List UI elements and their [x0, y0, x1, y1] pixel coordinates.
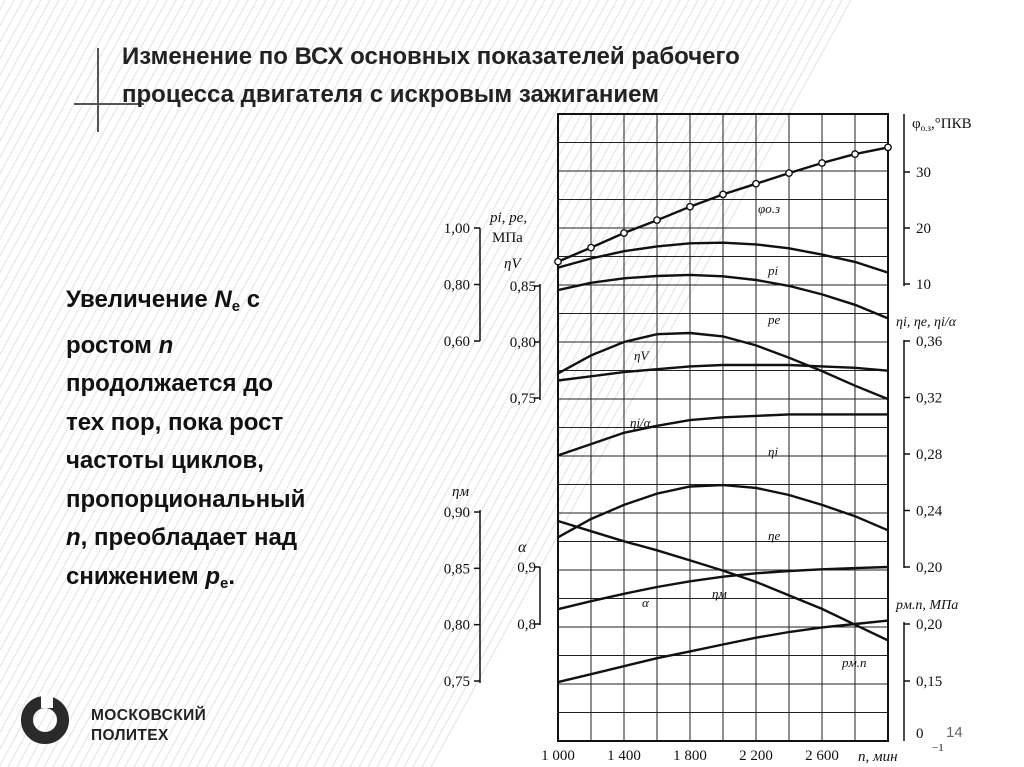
- body-line-4: тех пор, пока рост: [66, 408, 284, 436]
- left-axis-tick-label: 0,85: [443, 561, 470, 578]
- background-stripe: [0, 0, 68, 767]
- series-point: [786, 170, 792, 176]
- right-axis-tick-label: 30: [916, 165, 931, 181]
- series-point: [621, 230, 627, 236]
- body-text-symbol: p: [205, 562, 221, 590]
- phi-axis-title: $\varphi_{о.з},^\circ ПКВ$: [912, 116, 972, 133]
- left-axis-tick-label: 0,9: [517, 560, 536, 576]
- series-label: pi: [768, 263, 779, 278]
- etaM-axis-title: ηм: [452, 484, 470, 500]
- body-text-segment: , преобладает над: [80, 524, 298, 551]
- series-point: [555, 258, 561, 264]
- body-text-segment: ростом: [66, 331, 159, 359]
- x-tick-label: 1 400: [607, 748, 641, 764]
- body-line-6: пропорциональный: [66, 485, 306, 513]
- slide-body-text: [66, 281, 416, 603]
- series-point: [720, 191, 726, 197]
- body-text-symbol: n: [158, 331, 174, 359]
- series-label: ηi: [768, 444, 779, 459]
- right-axis-tick-label: 0,36: [916, 334, 943, 350]
- body-line-3: продолжается до: [66, 370, 274, 397]
- body-line-2: [66, 327, 416, 366]
- series-point: [687, 204, 693, 210]
- right-axis-tick-label: 0: [916, 726, 924, 742]
- body-line-5: частоты циклов,: [66, 447, 264, 474]
- pmp-axis-title: pм.п, МПа: [896, 598, 959, 613]
- left-axis-tick-label: 0,80: [509, 335, 536, 351]
- series-point: [885, 144, 891, 150]
- etaV-axis-title: ηV: [504, 256, 521, 272]
- body-text-segment: с: [240, 286, 261, 313]
- right-axis-tick-label: 0,20: [916, 560, 943, 576]
- x-axis-label: n, мин: [858, 749, 898, 765]
- left-axis-tick-label: 0,75: [443, 674, 470, 690]
- right-axis-tick-label: 0,24: [916, 503, 943, 520]
- left-axis-tick-label: 0,8: [517, 617, 536, 633]
- series-label: α: [642, 595, 649, 610]
- decorative-vertical-line: [97, 48, 99, 132]
- left-axis-tick-label: 0,60: [443, 334, 470, 350]
- phi-axis-title-sub: о.з: [920, 123, 931, 133]
- body-line-8: [66, 558, 416, 604]
- body-text-segment: Увеличение: [66, 286, 215, 313]
- right-axis-tick-label: 0,20: [916, 617, 943, 633]
- p-axis-title-units: МПа: [492, 230, 523, 246]
- slide-title-line-2: процесса двигателя с искровым зажиганием: [122, 81, 659, 108]
- series-label: ηV: [634, 348, 649, 363]
- series-point: [852, 151, 858, 157]
- series-point: [654, 217, 660, 223]
- alpha-axis-title: α: [518, 539, 527, 556]
- left-axis-tick-label: 0,80: [443, 617, 470, 634]
- series-point: [753, 181, 759, 187]
- x-tick-label: 2 200: [739, 748, 773, 764]
- x-axis-label-exponent: −1: [932, 742, 944, 754]
- slide-title-line-1: Изменение по ВСХ основных показателей рабочего: [122, 43, 740, 70]
- logo-line-2: ПОЛИТЕХ: [91, 727, 169, 744]
- series-label: ηe: [768, 528, 781, 543]
- university-logo-text: [91, 706, 206, 746]
- body-text-symbol: n: [66, 524, 81, 551]
- right-axis-tick-label: 0,32: [916, 390, 943, 407]
- body-text-subscript: e: [220, 574, 229, 592]
- logo-line-1: МОСКОВСКИЙ: [91, 707, 207, 724]
- body-text-segment: .: [228, 562, 236, 590]
- efficiency-axis-title: ηi, ηe, ηi/α: [896, 315, 957, 330]
- series-point: [588, 244, 594, 250]
- right-axis-tick-label: 0,15: [916, 674, 943, 690]
- left-axis-tick-label: 0,75: [509, 391, 536, 407]
- x-tick-label: 1 000: [541, 748, 575, 764]
- left-axis-tick-label: 0,80: [443, 277, 470, 294]
- series-label: ηi/α: [630, 415, 651, 430]
- series-label: ηм: [712, 586, 727, 601]
- body-line-7: [66, 519, 416, 558]
- series-point: [819, 160, 825, 166]
- page-number: 14: [946, 724, 963, 741]
- series-label: pe: [768, 312, 781, 327]
- body-text-subscript: e: [231, 298, 241, 315]
- x-tick-label: 2 600: [805, 748, 839, 764]
- left-axis-tick-label: 0,90: [443, 505, 470, 521]
- university-logo-icon: [20, 695, 70, 745]
- series-label: pм.п: [842, 655, 867, 670]
- x-tick-label: 1 800: [673, 748, 707, 764]
- body-text-symbol: N: [214, 286, 232, 313]
- left-axis-tick-label: 1,00: [443, 221, 470, 237]
- phi-axis-title-rest: ,°ПКВ: [930, 116, 972, 132]
- body-text-segment: снижением: [66, 562, 206, 590]
- left-axis-tick-label: 0,85: [509, 279, 536, 295]
- body-line-1: [66, 281, 416, 327]
- right-axis-tick-label: 0,28: [916, 447, 943, 463]
- series-label: φо.з: [758, 201, 781, 216]
- engine-characteristics-chart: [422, 110, 1024, 767]
- right-axis-tick-label: 20: [916, 221, 931, 237]
- right-axis-tick-label: 10: [916, 277, 931, 293]
- p-axis-title: pi, pe,: [490, 210, 528, 226]
- slide-title: [122, 38, 1012, 114]
